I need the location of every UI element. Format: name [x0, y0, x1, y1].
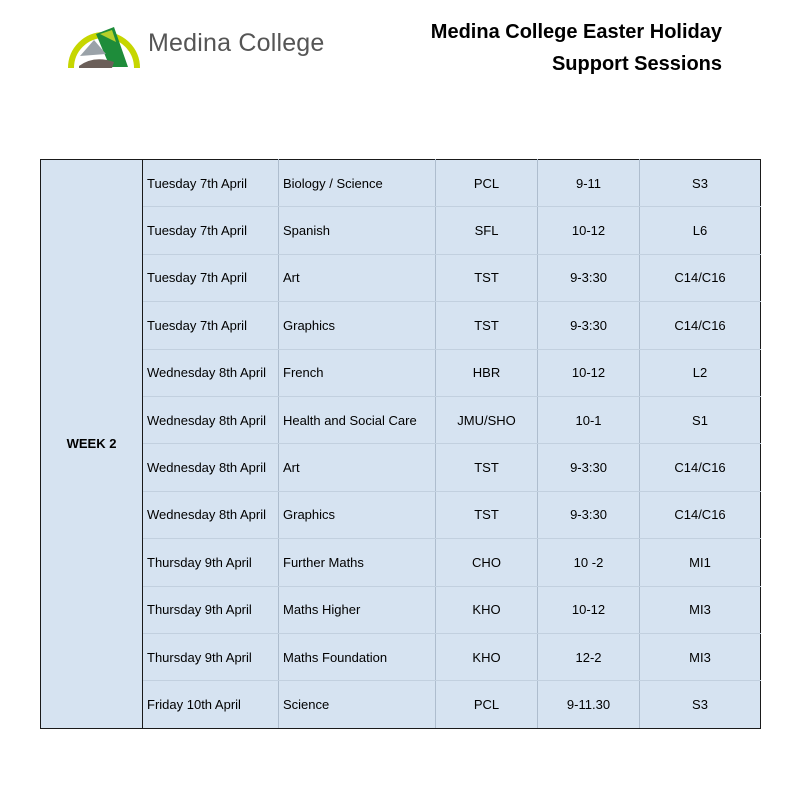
table-row: [41, 539, 761, 586]
time-cell: 9-3:30: [538, 302, 640, 349]
sessions-table-body: [41, 160, 761, 729]
subject-cell: French: [279, 349, 436, 396]
table-row: [41, 444, 761, 491]
subject-cell: Further Maths: [279, 539, 436, 586]
date-cell: Wednesday 8th April: [143, 444, 279, 491]
room-cell: C14/C16: [640, 302, 761, 349]
date-cell: Tuesday 7th April: [143, 302, 279, 349]
date-cell: Tuesday 7th April: [143, 254, 279, 301]
staff-cell: CHO: [436, 539, 538, 586]
time-cell: 9-3:30: [538, 491, 640, 538]
table-row: [41, 302, 761, 349]
title-line-2: Support Sessions: [551, 53, 722, 75]
time-cell: 10-1: [538, 396, 640, 443]
subject-cell: Maths Foundation: [279, 633, 436, 680]
staff-cell: SFL: [436, 207, 538, 254]
staff-cell: JMU/SHO: [436, 396, 538, 443]
time-cell: 10 -2: [538, 539, 640, 586]
time-cell: 9-11.30: [538, 681, 640, 728]
date-cell: Tuesday 7th April: [143, 160, 279, 207]
subject-cell: Graphics: [279, 491, 436, 538]
table-row: [41, 491, 761, 538]
staff-cell: TST: [436, 254, 538, 301]
table-row: [41, 681, 761, 728]
room-cell: S3: [640, 681, 761, 728]
title-line-1: Medina College Easter Holiday: [430, 21, 722, 43]
room-cell: MI3: [640, 586, 761, 633]
table-row: [41, 349, 761, 396]
college-logo-icon: [66, 10, 142, 72]
staff-cell: HBR: [436, 349, 538, 396]
room-cell: L6: [640, 207, 761, 254]
date-cell: Tuesday 7th April: [143, 207, 279, 254]
table-row: [41, 160, 761, 207]
subject-cell: Science: [279, 681, 436, 728]
table-row: [41, 396, 761, 443]
subject-cell: Art: [279, 254, 436, 301]
subject-cell: Biology / Science: [279, 160, 436, 207]
staff-cell: PCL: [436, 681, 538, 728]
date-cell: Thursday 9th April: [143, 586, 279, 633]
time-cell: 9-11: [538, 160, 640, 207]
staff-cell: KHO: [436, 586, 538, 633]
time-cell: 10-12: [538, 207, 640, 254]
staff-cell: TST: [436, 444, 538, 491]
room-cell: C14/C16: [640, 254, 761, 301]
sessions-table: [40, 159, 761, 729]
date-cell: Wednesday 8th April: [143, 491, 279, 538]
subject-cell: Health and Social Care: [279, 396, 436, 443]
page-title: [431, 16, 722, 80]
room-cell: MI1: [640, 539, 761, 586]
date-cell: Wednesday 8th April: [143, 396, 279, 443]
room-cell: S3: [640, 160, 761, 207]
time-cell: 10-12: [538, 586, 640, 633]
subject-cell: Maths Higher: [279, 586, 436, 633]
time-cell: 9-3:30: [538, 444, 640, 491]
time-cell: 9-3:30: [538, 254, 640, 301]
table-row: [41, 254, 761, 301]
date-cell: Wednesday 8th April: [143, 349, 279, 396]
table-row: [41, 207, 761, 254]
table-row: [41, 633, 761, 680]
college-logo: [66, 10, 336, 72]
staff-cell: KHO: [436, 633, 538, 680]
room-cell: S1: [640, 396, 761, 443]
staff-cell: TST: [436, 491, 538, 538]
staff-cell: PCL: [436, 160, 538, 207]
room-cell: L2: [640, 349, 761, 396]
date-cell: Thursday 9th April: [143, 539, 279, 586]
logo-text: Medina College: [148, 29, 325, 57]
table-row: [41, 586, 761, 633]
room-cell: MI3: [640, 633, 761, 680]
room-cell: C14/C16: [640, 491, 761, 538]
time-cell: 12-2: [538, 633, 640, 680]
staff-cell: TST: [436, 302, 538, 349]
date-cell: Friday 10th April: [143, 681, 279, 728]
subject-cell: Graphics: [279, 302, 436, 349]
date-cell: Thursday 9th April: [143, 633, 279, 680]
subject-cell: Spanish: [279, 207, 436, 254]
week-label: WEEK 2: [41, 160, 143, 729]
room-cell: C14/C16: [640, 444, 761, 491]
subject-cell: Art: [279, 444, 436, 491]
time-cell: 10-12: [538, 349, 640, 396]
